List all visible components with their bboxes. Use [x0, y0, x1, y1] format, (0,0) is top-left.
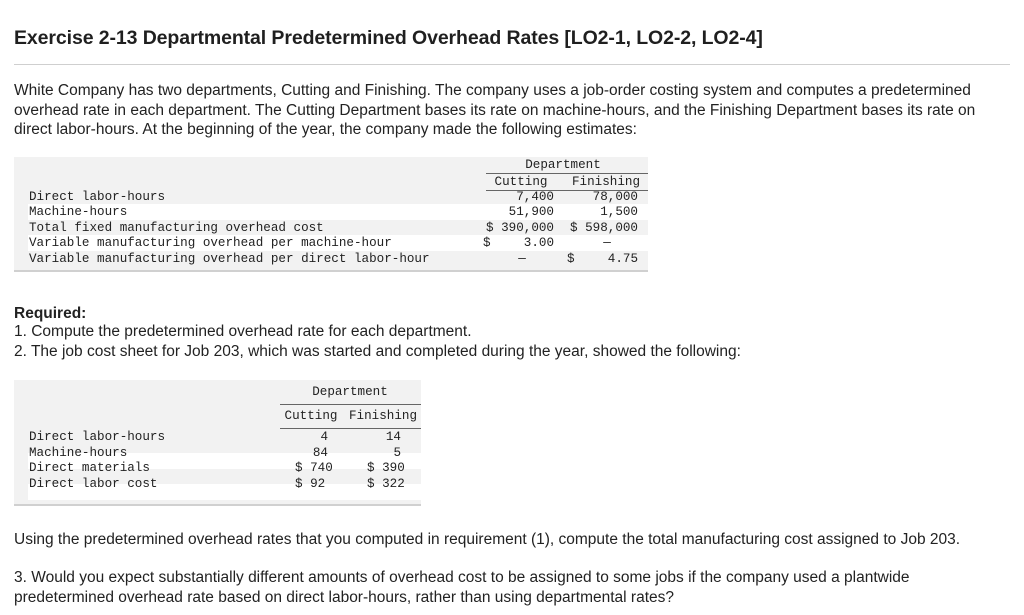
intro-paragraph: White Company has two departments, Cutting and Finishing. The company uses a job-order costing system and computes a predetermined overhead rate in each department. The Cutting Department bases its rate on machine-hours, and the Finishing Department bases its rate on direct labor-hours. At the beginning of the year, the company made the following estimates:: [14, 82, 976, 138]
estimates-cell: $ 598,000: [569, 221, 638, 235]
header-rule: [280, 404, 421, 405]
estimates-cell: 78,000: [592, 190, 638, 204]
estimates-row-label: Total fixed manufacturing overhead cost: [29, 221, 324, 235]
estimates-cell: 1,500: [600, 205, 638, 219]
job-cell: 84: [312, 446, 328, 460]
job-row-label: Machine-hours: [29, 446, 128, 460]
job-col-cutting: Cutting: [284, 409, 338, 423]
estimates-row-label: Variable manufacturing overhead per machine-hour: [29, 236, 392, 250]
job-cell: 5: [393, 446, 401, 460]
title-divider: [14, 64, 1010, 65]
estimates-col-finishing: Finishing: [571, 175, 641, 189]
requirement-1: 1. Compute the predetermined overhead rate for each department.: [14, 323, 472, 340]
estimates-table: [14, 157, 648, 272]
estimates-row-label: Machine-hours: [29, 205, 128, 219]
estimates-dept-header: Department: [525, 158, 601, 172]
dollar-sign: $: [567, 252, 575, 266]
job-dept-header: Department: [312, 385, 388, 399]
job-row-label: Direct labor-hours: [29, 430, 166, 444]
dollar-sign: $: [483, 236, 491, 250]
estimates-cell: —: [518, 252, 526, 266]
header-rule: [280, 428, 421, 429]
requirement-3: 3. Would you expect substantially different amounts of overhead cost to be assigned to some jobs if the company used a plantwide predetermined overhead rate based on direct labor-hours, rather than using departmental rates?: [14, 569, 910, 606]
job-row-label: Direct materials: [29, 461, 150, 475]
estimates-cell: 51,900: [508, 205, 554, 219]
estimates-cell: 4.75: [607, 252, 638, 266]
requirement-2: 2. The job cost sheet for Job 203, which was started and completed during the year, showed the following:: [14, 343, 741, 360]
requirement-2-continued: Using the predetermined overhead rates that you computed in requirement (1), compute the total manufacturing cost assigned to Job 203.: [14, 531, 961, 548]
job-cell: $ 390: [367, 461, 405, 475]
estimates-cell: 7,400: [516, 190, 554, 204]
estimates-cell: —: [603, 236, 611, 250]
job-row-label: Direct labor cost: [29, 477, 158, 491]
estimates-row-label: Direct labor-hours: [29, 190, 166, 204]
job-table: [14, 380, 421, 506]
job-col-finishing: Finishing: [348, 409, 418, 423]
exercise-title: Exercise 2-13 Departmental Predetermined Overhead Rates [LO2-1, LO2-2, LO2-4]: [14, 27, 763, 49]
job-cell: $ 740: [295, 461, 333, 475]
estimates-cell: 3.00: [523, 236, 554, 250]
header-rule: [486, 173, 648, 174]
estimates-cell: $ 390,000: [485, 221, 554, 235]
job-cell: $ 92: [295, 477, 326, 491]
job-cell: 14: [385, 430, 401, 444]
job-cell: 4: [320, 430, 328, 444]
estimates-row-label: Variable manufacturing overhead per direct labor-hour: [29, 252, 430, 266]
estimates-col-cutting: Cutting: [494, 175, 548, 189]
required-label: Required:: [14, 305, 87, 322]
job-cell: $ 322: [367, 477, 405, 491]
